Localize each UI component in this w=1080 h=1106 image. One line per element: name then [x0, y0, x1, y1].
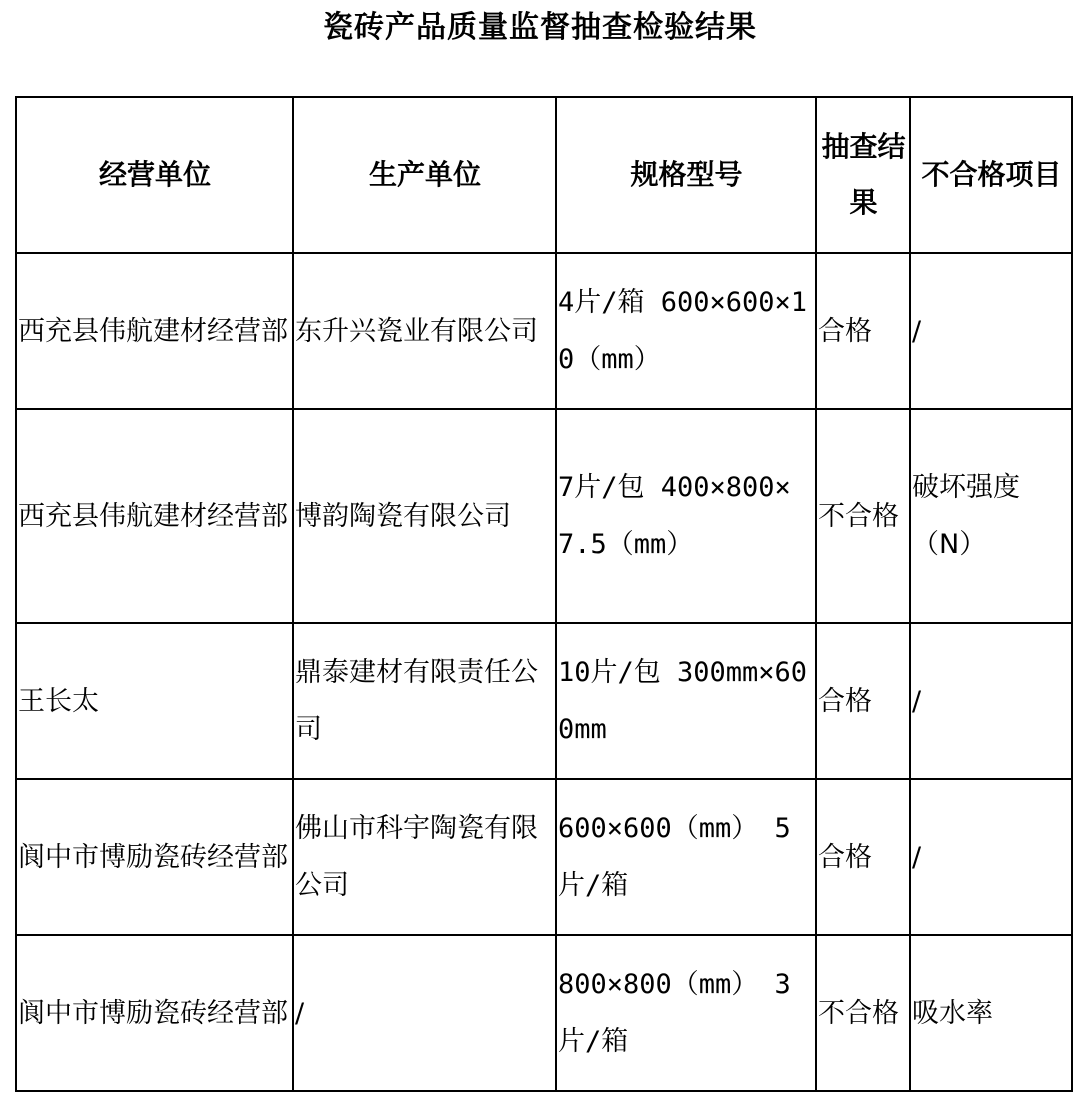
column-header-failed-item: 不合格项目: [910, 97, 1072, 253]
spec-cell: 10片/包 300mm×600mm: [556, 623, 816, 779]
column-header-spec: 规格型号: [556, 97, 816, 253]
operator-cell: 王长太: [16, 623, 293, 779]
table-row: [16, 409, 1072, 623]
page-title: 瓷砖产品质量监督抽查检验结果: [323, 10, 757, 45]
column-header-result: 抽查结果: [816, 97, 910, 253]
column-header-operator: 经营单位: [16, 97, 293, 253]
result-cell: 不合格: [816, 935, 910, 1091]
operator-cell: 西充县伟航建材经营部: [16, 253, 293, 409]
table-row: [16, 779, 1072, 935]
failed-item-cell: /: [910, 623, 1072, 779]
operator-cell: 阆中市博励瓷砖经营部: [16, 935, 293, 1091]
table-row: [16, 253, 1072, 409]
table-row: [16, 623, 1072, 779]
operator-cell: 西充县伟航建材经营部: [16, 409, 293, 623]
spec-cell: 4片/箱 600×600×10（mm）: [556, 253, 816, 409]
producer-cell: 东升兴瓷业有限公司: [293, 253, 556, 409]
result-cell: 合格: [816, 779, 910, 935]
result-cell: 合格: [816, 253, 910, 409]
producer-cell: 鼎泰建材有限责任公司: [293, 623, 556, 779]
result-cell: 合格: [816, 623, 910, 779]
producer-cell: 博韵陶瓷有限公司: [293, 409, 556, 623]
producer-cell: 佛山市科宇陶瓷有限公司: [293, 779, 556, 935]
operator-cell: 阆中市博励瓷砖经营部: [16, 779, 293, 935]
inspection-results-table: [15, 96, 1073, 1092]
table-row: [16, 935, 1072, 1091]
failed-item-cell: 破坏强度（N）: [910, 409, 1072, 623]
table-header-row: [16, 97, 1072, 253]
spec-cell: 800×800（mm） 3片/箱: [556, 935, 816, 1091]
spec-cell: 600×600（mm） 5片/箱: [556, 779, 816, 935]
spec-cell: 7片/包 400×800×7.5（mm）: [556, 409, 816, 623]
failed-item-cell: /: [910, 779, 1072, 935]
column-header-producer: 生产单位: [293, 97, 556, 253]
failed-item-cell: /: [910, 253, 1072, 409]
producer-cell: /: [293, 935, 556, 1091]
result-cell: 不合格: [816, 409, 910, 623]
failed-item-cell: 吸水率: [910, 935, 1072, 1091]
